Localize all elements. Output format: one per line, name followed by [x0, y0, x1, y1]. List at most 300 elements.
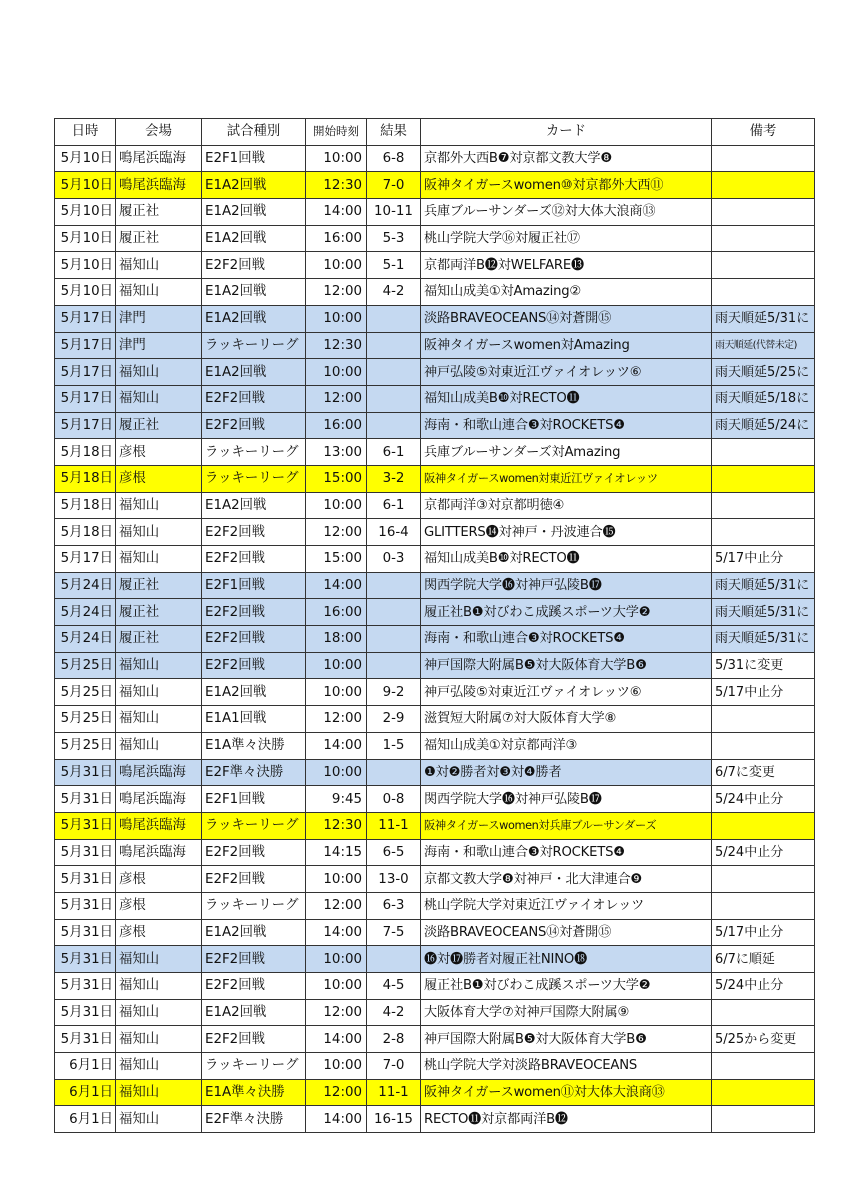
cell-type: E1A準々決勝	[202, 732, 306, 759]
header-time: 開始時刻	[306, 119, 367, 146]
cell-card: 履正社B❶対びわこ成蹊スポーツ大学❷	[421, 599, 712, 626]
cell-card: 関西学院大学⓰対神戸弘陵B⓱	[421, 786, 712, 813]
cell-venue: 福知山	[116, 519, 202, 546]
cell-venue: 福知山	[116, 1053, 202, 1080]
cell-date: 5月18日	[55, 465, 116, 492]
cell-venue: 履正社	[116, 412, 202, 439]
cell-type: ラッキーリーグ	[202, 465, 306, 492]
cell-type: E2F2回戦	[202, 652, 306, 679]
cell-venue: 鳴尾浜臨海	[116, 839, 202, 866]
cell-card: 海南・和歌山連合❸対ROCKETS❹	[421, 839, 712, 866]
table-row	[55, 199, 815, 226]
cell-date: 5月17日	[55, 385, 116, 412]
cell-result: 1-5	[367, 732, 421, 759]
cell-time: 10:00	[306, 679, 367, 706]
cell-venue: 津門	[116, 305, 202, 332]
cell-result: 2-9	[367, 706, 421, 733]
table-row	[55, 305, 815, 332]
cell-card: 京都両洋③対京都明徳④	[421, 492, 712, 519]
cell-result: 4-2	[367, 999, 421, 1026]
cell-card: 兵庫ブルーサンダーズ対Amazing	[421, 439, 712, 466]
cell-venue: 福知山	[116, 706, 202, 733]
cell-card: 京都文教大学❽対神戸・北大津連合❾	[421, 866, 712, 893]
cell-card: ⓰対⓱勝者対履正社NINO⓲	[421, 946, 712, 973]
cell-type: E2F2回戦	[202, 599, 306, 626]
cell-note	[712, 732, 815, 759]
cell-time: 12:00	[306, 519, 367, 546]
cell-date: 5月25日	[55, 652, 116, 679]
cell-venue: 福知山	[116, 732, 202, 759]
table-row	[55, 359, 815, 386]
cell-type: E2F2回戦	[202, 626, 306, 653]
cell-time: 14:15	[306, 839, 367, 866]
cell-time: 16:00	[306, 412, 367, 439]
cell-type: E2F2回戦	[202, 1026, 306, 1053]
cell-time: 15:00	[306, 465, 367, 492]
header-venue: 会場	[116, 119, 202, 146]
cell-venue: 彦根	[116, 866, 202, 893]
cell-result	[367, 412, 421, 439]
cell-time: 12:30	[306, 332, 367, 359]
cell-time: 15:00	[306, 546, 367, 573]
cell-result: 5-1	[367, 252, 421, 279]
table-row	[55, 225, 815, 252]
cell-time: 10:00	[306, 252, 367, 279]
cell-result: 13-0	[367, 866, 421, 893]
cell-result	[367, 946, 421, 973]
cell-type: E2F1回戦	[202, 572, 306, 599]
cell-date: 5月25日	[55, 706, 116, 733]
cell-venue: 福知山	[116, 999, 202, 1026]
cell-venue: 福知山	[116, 385, 202, 412]
table-row	[55, 919, 815, 946]
cell-card: 福知山成美B❿対RECTO⓫	[421, 385, 712, 412]
cell-date: 5月31日	[55, 839, 116, 866]
cell-result: 16-15	[367, 1106, 421, 1133]
table-row	[55, 706, 815, 733]
cell-result: 11-1	[367, 1079, 421, 1106]
cell-date: 5月31日	[55, 786, 116, 813]
cell-note: 5/25から変更	[712, 1026, 815, 1053]
cell-time: 10:00	[306, 866, 367, 893]
cell-date: 5月10日	[55, 172, 116, 199]
table-row	[55, 732, 815, 759]
cell-result	[367, 626, 421, 653]
table-row	[55, 385, 815, 412]
cell-result: 2-8	[367, 1026, 421, 1053]
cell-note	[712, 172, 815, 199]
cell-card: 阪神タイガースwomen対Amazing	[421, 332, 712, 359]
cell-card: 淡路BRAVEOCEANS⑭対蒼開⑮	[421, 305, 712, 332]
cell-note	[712, 145, 815, 172]
cell-date: 5月31日	[55, 973, 116, 1000]
cell-result	[367, 572, 421, 599]
cell-card: 履正社B❶対びわこ成蹊スポーツ大学❷	[421, 973, 712, 1000]
cell-note: 5/24中止分	[712, 839, 815, 866]
cell-note	[712, 252, 815, 279]
cell-venue: 履正社	[116, 199, 202, 226]
cell-result	[367, 305, 421, 332]
cell-date: 5月24日	[55, 599, 116, 626]
cell-note	[712, 999, 815, 1026]
cell-venue: 履正社	[116, 225, 202, 252]
cell-date: 5月18日	[55, 492, 116, 519]
table-row	[55, 519, 815, 546]
cell-result: 4-5	[367, 973, 421, 1000]
cell-type: E1A1回戦	[202, 706, 306, 733]
cell-type: E1A2回戦	[202, 999, 306, 1026]
cell-result	[367, 332, 421, 359]
cell-note	[712, 439, 815, 466]
cell-type: ラッキーリーグ	[202, 332, 306, 359]
cell-result: 9-2	[367, 679, 421, 706]
cell-type: E2F2回戦	[202, 412, 306, 439]
table-row	[55, 999, 815, 1026]
cell-venue: 彦根	[116, 892, 202, 919]
cell-venue: 福知山	[116, 252, 202, 279]
table-row	[55, 892, 815, 919]
cell-type: E1A2回戦	[202, 172, 306, 199]
table-row	[55, 439, 815, 466]
cell-venue: 福知山	[116, 546, 202, 573]
cell-time: 10:00	[306, 759, 367, 786]
cell-time: 14:00	[306, 919, 367, 946]
cell-result: 5-3	[367, 225, 421, 252]
cell-card: 大阪体育大学⑦対神戸国際大附属⑨	[421, 999, 712, 1026]
cell-date: 5月10日	[55, 252, 116, 279]
cell-venue: 福知山	[116, 946, 202, 973]
cell-note: 雨天順延5/31に	[712, 305, 815, 332]
cell-result: 7-0	[367, 1053, 421, 1080]
cell-type: E2F2回戦	[202, 866, 306, 893]
cell-type: E2F2回戦	[202, 973, 306, 1000]
cell-venue: 福知山	[116, 359, 202, 386]
cell-venue: 鳴尾浜臨海	[116, 812, 202, 839]
cell-card: 阪神タイガースwomen⑪対大体大浪商⑬	[421, 1079, 712, 1106]
cell-note: 雨天順延5/31に	[712, 572, 815, 599]
cell-time: 12:00	[306, 892, 367, 919]
cell-result	[367, 359, 421, 386]
cell-time: 10:00	[306, 305, 367, 332]
cell-venue: 鳴尾浜臨海	[116, 145, 202, 172]
header-date: 日時	[55, 119, 116, 146]
cell-type: E1A2回戦	[202, 359, 306, 386]
table-row	[55, 465, 815, 492]
cell-card: 海南・和歌山連合❸対ROCKETS❹	[421, 626, 712, 653]
header-row	[55, 119, 815, 146]
cell-result	[367, 652, 421, 679]
table-row	[55, 652, 815, 679]
table-row	[55, 759, 815, 786]
cell-card: 淡路BRAVEOCEANS⑭対蒼開⑮	[421, 919, 712, 946]
cell-time: 13:00	[306, 439, 367, 466]
cell-result: 16-4	[367, 519, 421, 546]
cell-time: 14:00	[306, 199, 367, 226]
cell-card: 海南・和歌山連合❸対ROCKETS❹	[421, 412, 712, 439]
cell-date: 5月10日	[55, 199, 116, 226]
cell-date: 6月1日	[55, 1106, 116, 1133]
cell-venue: 福知山	[116, 1079, 202, 1106]
cell-venue: 福知山	[116, 973, 202, 1000]
cell-card: 福知山成美①対京都両洋③	[421, 732, 712, 759]
cell-time: 12:00	[306, 279, 367, 306]
cell-card: 関西学院大学⓰対神戸弘陵B⓱	[421, 572, 712, 599]
cell-note: 5/17中止分	[712, 546, 815, 573]
cell-type: E2F2回戦	[202, 946, 306, 973]
cell-time: 10:00	[306, 652, 367, 679]
cell-card: ❶対❷勝者対❸対❹勝者	[421, 759, 712, 786]
cell-date: 5月31日	[55, 946, 116, 973]
cell-date: 6月1日	[55, 1053, 116, 1080]
table-row	[55, 546, 815, 573]
cell-time: 16:00	[306, 225, 367, 252]
cell-date: 5月18日	[55, 439, 116, 466]
cell-note: 5/17中止分	[712, 679, 815, 706]
cell-date: 5月31日	[55, 812, 116, 839]
cell-card: 福知山成美①対Amazing②	[421, 279, 712, 306]
table-row	[55, 1106, 815, 1133]
cell-time: 14:00	[306, 572, 367, 599]
table-row	[55, 1079, 815, 1106]
cell-note	[712, 465, 815, 492]
cell-type: E2F1回戦	[202, 786, 306, 813]
cell-result: 7-5	[367, 919, 421, 946]
cell-result: 6-3	[367, 892, 421, 919]
cell-time: 12:00	[306, 1079, 367, 1106]
cell-date: 5月31日	[55, 866, 116, 893]
cell-time: 16:00	[306, 599, 367, 626]
table-row	[55, 1053, 815, 1080]
cell-time: 12:00	[306, 706, 367, 733]
table-row	[55, 839, 815, 866]
table-row	[55, 786, 815, 813]
cell-note	[712, 492, 815, 519]
cell-time: 12:30	[306, 172, 367, 199]
cell-type: E2F準々決勝	[202, 759, 306, 786]
cell-venue: 彦根	[116, 465, 202, 492]
cell-venue: 福知山	[116, 679, 202, 706]
cell-venue: 履正社	[116, 572, 202, 599]
cell-card: 桃山学院大学⑯対履正社⑰	[421, 225, 712, 252]
cell-card: 桃山学院大学対淡路BRAVEOCEANS	[421, 1053, 712, 1080]
table-row	[55, 946, 815, 973]
cell-time: 18:00	[306, 626, 367, 653]
cell-venue: 彦根	[116, 919, 202, 946]
cell-time: 14:00	[306, 1106, 367, 1133]
cell-note: 雨天順延5/18に	[712, 385, 815, 412]
cell-date: 5月17日	[55, 546, 116, 573]
cell-result	[367, 759, 421, 786]
cell-result: 6-8	[367, 145, 421, 172]
cell-date: 5月25日	[55, 679, 116, 706]
cell-date: 5月31日	[55, 999, 116, 1026]
schedule-table	[54, 118, 815, 1133]
cell-venue: 福知山	[116, 492, 202, 519]
cell-date: 5月24日	[55, 626, 116, 653]
cell-type: E2F2回戦	[202, 839, 306, 866]
cell-date: 5月31日	[55, 892, 116, 919]
cell-card: RECTO⓫対京都両洋B⓬	[421, 1106, 712, 1133]
cell-venue: 福知山	[116, 652, 202, 679]
cell-card: 神戸国際大附属B❺対大阪体育大学B❻	[421, 1026, 712, 1053]
cell-card: 兵庫ブルーサンダーズ⑫対大体大浪商⑬	[421, 199, 712, 226]
cell-note	[712, 1106, 815, 1133]
cell-result: 0-3	[367, 546, 421, 573]
cell-time: 14:00	[306, 732, 367, 759]
header-result: 結果	[367, 119, 421, 146]
cell-card: 阪神タイガースwomen対東近江ヴァイオレッツ	[421, 465, 712, 492]
cell-venue: 鳴尾浜臨海	[116, 759, 202, 786]
cell-card: 滋賀短大附属⑦対大阪体育大学⑧	[421, 706, 712, 733]
cell-time: 10:00	[306, 145, 367, 172]
table-row	[55, 145, 815, 172]
cell-type: ラッキーリーグ	[202, 812, 306, 839]
cell-note	[712, 1053, 815, 1080]
cell-date: 5月17日	[55, 305, 116, 332]
cell-type: ラッキーリーグ	[202, 892, 306, 919]
table-row	[55, 1026, 815, 1053]
cell-card: 福知山成美B❿対RECTO⓫	[421, 546, 712, 573]
cell-date: 5月10日	[55, 145, 116, 172]
cell-note: 雨天順延5/31に	[712, 599, 815, 626]
cell-type: E2F1回戦	[202, 145, 306, 172]
cell-card: 阪神タイガースwomen対兵庫ブルーサンダーズ	[421, 812, 712, 839]
cell-date: 5月17日	[55, 359, 116, 386]
cell-time: 10:00	[306, 492, 367, 519]
cell-time: 9:45	[306, 786, 367, 813]
cell-time: 10:00	[306, 946, 367, 973]
cell-date: 5月10日	[55, 279, 116, 306]
cell-note	[712, 706, 815, 733]
cell-venue: 津門	[116, 332, 202, 359]
table-row	[55, 812, 815, 839]
cell-venue: 福知山	[116, 1026, 202, 1053]
cell-type: E2F2回戦	[202, 546, 306, 573]
cell-venue: 鳴尾浜臨海	[116, 172, 202, 199]
cell-type: E2F2回戦	[202, 385, 306, 412]
cell-date: 5月10日	[55, 225, 116, 252]
cell-note: 5/24中止分	[712, 786, 815, 813]
cell-date: 5月25日	[55, 732, 116, 759]
table-row	[55, 332, 815, 359]
cell-date: 5月18日	[55, 519, 116, 546]
cell-type: E1A2回戦	[202, 225, 306, 252]
cell-result: 3-2	[367, 465, 421, 492]
cell-date: 5月31日	[55, 919, 116, 946]
cell-note: 雨天順延(代替未定)	[712, 332, 815, 359]
cell-venue: 履正社	[116, 626, 202, 653]
cell-type: E1A2回戦	[202, 279, 306, 306]
cell-time: 14:00	[306, 1026, 367, 1053]
cell-card: 桃山学院大学対東近江ヴァイオレッツ	[421, 892, 712, 919]
cell-card: 阪神タイガースwomen⑩対京都外大西⑪	[421, 172, 712, 199]
cell-type: E1A2回戦	[202, 199, 306, 226]
schedule-body	[55, 145, 815, 1132]
cell-date: 5月31日	[55, 759, 116, 786]
cell-result: 4-2	[367, 279, 421, 306]
cell-venue: 福知山	[116, 279, 202, 306]
cell-result: 11-1	[367, 812, 421, 839]
cell-note	[712, 199, 815, 226]
cell-type: E1A準々決勝	[202, 1079, 306, 1106]
cell-note	[712, 892, 815, 919]
cell-note: 雨天順延5/24に	[712, 412, 815, 439]
table-row	[55, 492, 815, 519]
cell-time: 10:00	[306, 973, 367, 1000]
cell-date: 5月17日	[55, 332, 116, 359]
table-row	[55, 172, 815, 199]
cell-venue: 彦根	[116, 439, 202, 466]
cell-time: 10:00	[306, 359, 367, 386]
cell-card: 京都両洋B⓬対WELFARE⓭	[421, 252, 712, 279]
header-type: 試合種別	[202, 119, 306, 146]
cell-result	[367, 599, 421, 626]
cell-note	[712, 519, 815, 546]
header-card: カード	[421, 119, 712, 146]
cell-note	[712, 279, 815, 306]
table-row	[55, 866, 815, 893]
cell-note: 5/24中止分	[712, 973, 815, 1000]
cell-result: 10-11	[367, 199, 421, 226]
cell-type: E1A2回戦	[202, 679, 306, 706]
cell-time: 12:00	[306, 385, 367, 412]
cell-type: E1A2回戦	[202, 492, 306, 519]
cell-type: ラッキーリーグ	[202, 1053, 306, 1080]
cell-note: 5/17中止分	[712, 919, 815, 946]
cell-type: ラッキーリーグ	[202, 439, 306, 466]
cell-venue: 福知山	[116, 1106, 202, 1133]
table-row	[55, 679, 815, 706]
cell-venue: 履正社	[116, 599, 202, 626]
cell-note	[712, 812, 815, 839]
cell-type: E1A2回戦	[202, 919, 306, 946]
cell-date: 5月31日	[55, 1026, 116, 1053]
cell-result: 6-5	[367, 839, 421, 866]
cell-type: E2F準々決勝	[202, 1106, 306, 1133]
cell-card: 神戸弘陵⑤対東近江ヴァイオレッツ⑥	[421, 679, 712, 706]
cell-note	[712, 225, 815, 252]
table-row	[55, 572, 815, 599]
cell-note: 6/7に変更	[712, 759, 815, 786]
table-row	[55, 599, 815, 626]
cell-note: 5/31に変更	[712, 652, 815, 679]
cell-card: 京都外大西B❼対京都文教大学❽	[421, 145, 712, 172]
cell-type: E1A2回戦	[202, 305, 306, 332]
cell-date: 6月1日	[55, 1079, 116, 1106]
cell-venue: 鳴尾浜臨海	[116, 786, 202, 813]
cell-time: 12:30	[306, 812, 367, 839]
cell-note: 雨天順延5/31に	[712, 626, 815, 653]
cell-date: 5月24日	[55, 572, 116, 599]
cell-result: 7-0	[367, 172, 421, 199]
cell-time: 12:00	[306, 999, 367, 1026]
cell-type: E2F2回戦	[202, 519, 306, 546]
header-note: 備考	[712, 119, 815, 146]
cell-note: 雨天順延5/25に	[712, 359, 815, 386]
cell-card: GLITTERS⓮対神戸・丹波連合⓯	[421, 519, 712, 546]
cell-result: 6-1	[367, 492, 421, 519]
table-row	[55, 973, 815, 1000]
table-row	[55, 252, 815, 279]
cell-card: 神戸国際大附属B❺対大阪体育大学B❻	[421, 652, 712, 679]
cell-date: 5月17日	[55, 412, 116, 439]
cell-time: 10:00	[306, 1053, 367, 1080]
table-row	[55, 626, 815, 653]
cell-card: 神戸弘陵⑤対東近江ヴァイオレッツ⑥	[421, 359, 712, 386]
cell-type: E2F2回戦	[202, 252, 306, 279]
table-row	[55, 279, 815, 306]
cell-note	[712, 866, 815, 893]
